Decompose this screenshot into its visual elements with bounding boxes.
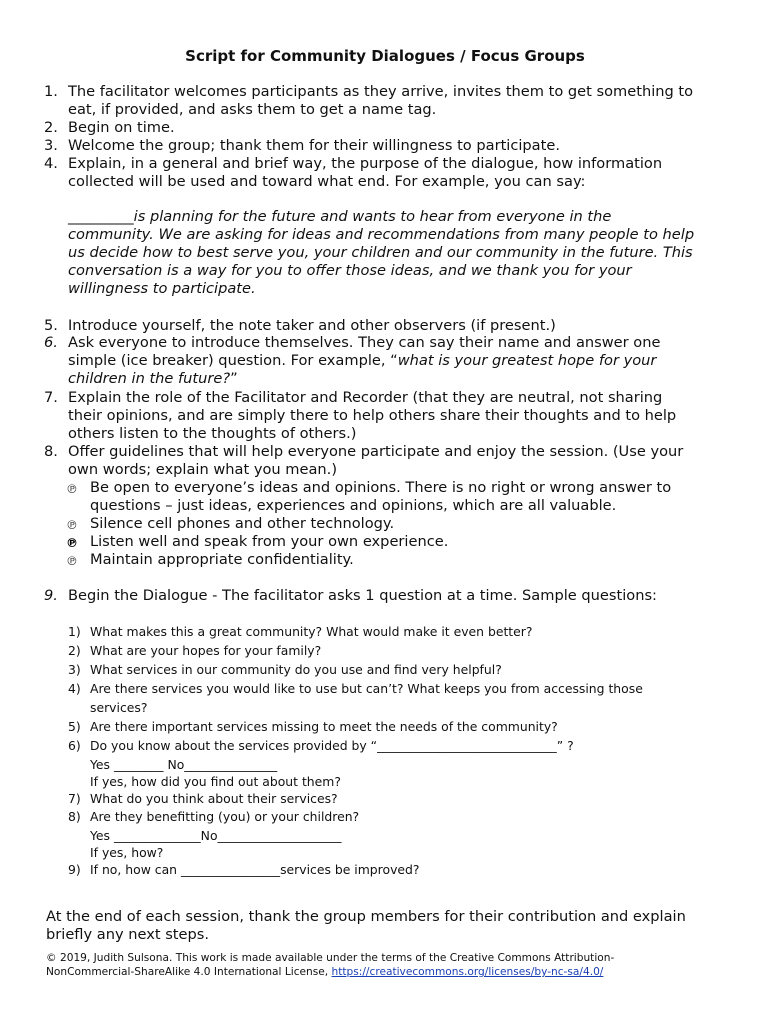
question-7: What do you think about their services? bbox=[90, 791, 338, 806]
question-number: 5) bbox=[68, 719, 81, 734]
question-4-line-2: services? bbox=[90, 700, 148, 715]
closing-line-1: At the end of each session, thank the group members for their contribution and explain bbox=[46, 908, 686, 925]
example-quote-line-2: community. We are asking for ideas and recommendations from many people to help bbox=[68, 226, 695, 243]
step-7-line-2: their opinions, and are simply there to help others share their thoughts and to help bbox=[68, 407, 677, 424]
step-number: 4. bbox=[44, 155, 58, 172]
step-6-line-2: simple (ice breaker) question. For example, “what is your greatest hope for your bbox=[68, 352, 657, 369]
example-quote-line-1: _________is planning for the future and wants to hear from everyone in the bbox=[68, 208, 612, 225]
question-6-yes-no: Yes ________ No_______________ bbox=[90, 757, 278, 772]
step-4-line-2: collected will be used and toward what end. For example, you can say: bbox=[68, 173, 586, 190]
step-5: Introduce yourself, the note taker and other observers (if present.) bbox=[68, 317, 556, 334]
step-6-line-3: children in the future?” bbox=[68, 370, 238, 387]
footer-line-1: © 2019, Judith Sulsona. This work is made available under the terms of the Creative Commons Attribution- bbox=[46, 952, 615, 964]
document-title: Script for Community Dialogues / Focus Groups bbox=[185, 47, 585, 65]
step-number: 2. bbox=[44, 119, 58, 136]
question-8: Are they benefitting (you) or your children? bbox=[90, 809, 360, 824]
step-2: Begin on time. bbox=[68, 119, 175, 136]
step-number: 1. bbox=[44, 83, 58, 100]
question-number: 1) bbox=[68, 624, 81, 639]
guideline-1-line-2: questions – just ideas, experiences and opinions, which are all valuable. bbox=[90, 497, 617, 514]
guideline-1-line-1: Be open to everyone’s ideas and opinions. There is no right or wrong answer to bbox=[90, 479, 672, 496]
step-number: 3. bbox=[44, 137, 58, 154]
step-number: 7. bbox=[44, 389, 58, 406]
step-number: 6. bbox=[44, 334, 58, 351]
step-8-line-2: own words; explain what you mean.) bbox=[68, 461, 338, 478]
question-number: 3) bbox=[68, 662, 81, 677]
step-3: Welcome the group; thank them for their willingness to participate. bbox=[68, 137, 560, 154]
step-9: Begin the Dialogue - The facilitator asks 1 question at a time. Sample questions: bbox=[68, 587, 657, 604]
step-6-line-1: Ask everyone to introduce themselves. They can say their name and answer one bbox=[68, 334, 661, 351]
step-number: 9. bbox=[44, 587, 58, 604]
question-4-line-1: Are there services you would like to use but can’t? What keeps you from accessing those bbox=[90, 681, 643, 696]
guideline-2: Silence cell phones and other technology. bbox=[90, 515, 395, 532]
example-blank: _________ bbox=[68, 208, 134, 225]
step-7-line-3: others listen to the thoughts of others.) bbox=[68, 425, 357, 442]
step-7-line-1: Explain the role of the Facilitator and Recorder (that they are neutral, not sharing bbox=[68, 389, 663, 406]
example-quote-line-3: us decide how to best serve you, your children and our community in the future. This bbox=[68, 244, 693, 261]
example-quote-line-5: willingness to participate. bbox=[68, 280, 256, 297]
step-4-line-1: Explain, in a general and brief way, the purpose of the dialogue, how information bbox=[68, 155, 663, 172]
step-8-line-1: Offer guidelines that will help everyone participate and enjoy the session. (Use your bbox=[68, 443, 684, 460]
footer-line-2: NonCommercial-ShareAlike 4.0 International License, https://creativecommons.org/licenses/by-nc-sa/4.0/ bbox=[46, 966, 604, 978]
question-5: Are there important services missing to meet the needs of the community? bbox=[90, 719, 558, 734]
question-number: 7) bbox=[68, 791, 81, 806]
question-2: What are your hopes for your family? bbox=[90, 643, 322, 658]
question-number: 2) bbox=[68, 643, 81, 658]
question-9: If no, how can ________________services be improved? bbox=[90, 862, 420, 877]
bullet-icon: ℗ bbox=[66, 536, 78, 550]
step-1-line-1: The facilitator welcomes participants as they arrive, invites them to get something to bbox=[68, 83, 694, 100]
guideline-3: Listen well and speak from your own experience. bbox=[90, 533, 449, 550]
question-1: What makes this a great community? What would make it even better? bbox=[90, 624, 533, 639]
question-3: What services in our community do you use and find very helpful? bbox=[90, 662, 502, 677]
question-number: 4) bbox=[68, 681, 81, 696]
closing-line-2: briefly any next steps. bbox=[46, 926, 210, 943]
question-number: 6) bbox=[68, 738, 81, 753]
bullet-icon: ℗ bbox=[66, 518, 78, 532]
question-6: Do you know about the services provided by “_____________________________” ? bbox=[90, 738, 574, 753]
guideline-4: Maintain appropriate confidentiality. bbox=[90, 551, 354, 568]
step-number: 8. bbox=[44, 443, 58, 460]
example-quote-line-4: conversation is a way for you to offer those ideas, and we thank you for your bbox=[68, 262, 632, 279]
question-8-yes-no: Yes ______________No____________________ bbox=[90, 828, 342, 843]
bullet-icon: ℗ bbox=[66, 554, 78, 568]
question-number: 9) bbox=[68, 862, 81, 877]
license-link[interactable]: https://creativecommons.org/licenses/by-nc-sa/4.0/ bbox=[331, 966, 604, 978]
question-8-followup: If yes, how? bbox=[90, 845, 164, 860]
question-number: 8) bbox=[68, 809, 81, 824]
step-1-line-2: eat, if provided, and asks them to get a name tag. bbox=[68, 101, 437, 118]
question-6-followup: If yes, how did you find out about them? bbox=[90, 774, 341, 789]
step-number: 5. bbox=[44, 317, 58, 334]
bullet-icon: ℗ bbox=[66, 482, 78, 496]
